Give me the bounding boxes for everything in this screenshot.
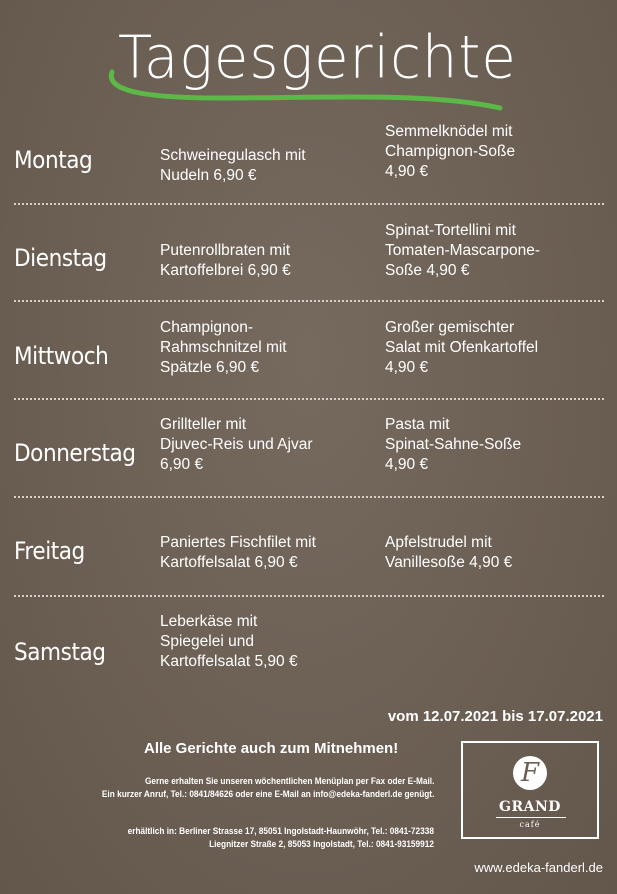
dish-dienstag-1: Putenrollbraten mit Kartoffelbrei 6,90 € — [160, 242, 291, 279]
dish-freitag-2: Apfelstrudel mit Vanillesoße 4,90 € — [385, 534, 513, 571]
info-line-1: Gerne erhalten Sie unseren wöchentlichen Menüplan per Fax oder E-Mail. — [144, 776, 434, 786]
dish-donnerstag-2: Pasta mit Spinat-Sahne-Soße 4,90 € — [385, 416, 522, 473]
day-label-samstag: Samstag — [14, 638, 106, 666]
day-label-mittwoch: Mittwoch — [14, 342, 109, 370]
dish-donnerstag-1: Grillteller mit Djuvec-Reis und Ajvar 6,90 € — [160, 416, 313, 473]
logo-sub: café — [519, 820, 541, 829]
dotted-divider — [14, 398, 604, 400]
website-url: www.edeka-fanderl.de — [474, 860, 603, 875]
subscription-info — [102, 775, 434, 801]
dotted-divider — [14, 300, 604, 302]
day-label-freitag: Freitag — [14, 537, 85, 565]
takeaway-note: Alle Gerichte auch zum Mitnehmen! — [144, 740, 399, 757]
logo-name: GRAND — [499, 799, 561, 815]
address-line-2: Liegnitzer Straße 2, 85053 Ingolstadt, Tel.: 0841-93159912 — [209, 839, 434, 849]
dotted-divider — [14, 203, 604, 205]
dish-montag-2: Semmelknödel mit Champignon-Soße 4,90 € — [385, 123, 516, 180]
dotted-divider — [14, 496, 604, 498]
dish-mittwoch-2: Großer gemischter Salat mit Ofenkartoffel 4,90 € — [385, 319, 539, 376]
page-title: Tagesgerichte — [118, 24, 517, 93]
address-info — [128, 825, 434, 851]
info-line-2: Ein kurzer Anruf, Tel.: 0841/84626 oder eine E-Mail an info@edeka-fanderl.de genügt. — [101, 789, 434, 799]
dish-freitag-1: Paniertes Fischfilet mit Kartoffelsalat 6,90 € — [160, 534, 316, 571]
grand-cafe-logo — [461, 741, 599, 839]
dish-montag-1: Schweinegulasch mit Nudeln 6,90 € — [160, 147, 306, 184]
day-label-montag: Montag — [14, 146, 93, 174]
dish-mittwoch-1: Champignon- Rahmschnitzel mit Spätzle 6,90 € — [160, 319, 287, 376]
address-line-1: erhältlich in: Berliner Strasse 17, 85051 Ingolstadt-Haunwöhr, Tel.: 0841-72338 — [127, 826, 434, 836]
dish-dienstag-2: Spinat-Tortellini mit Tomaten-Mascarpone- Soße 4,90 € — [385, 222, 541, 279]
logo-letter: F — [513, 756, 547, 790]
day-label-donnerstag: Donnerstag — [14, 439, 136, 467]
day-label-dienstag: Dienstag — [14, 244, 107, 272]
menu-period: vom 12.07.2021 bis 17.07.2021 — [387, 708, 603, 725]
dish-samstag-1: Leberkäse mit Spiegelei und Kartoffelsalat 5,90 € — [160, 613, 298, 670]
logo-divider — [496, 817, 566, 818]
dotted-divider — [14, 595, 604, 597]
